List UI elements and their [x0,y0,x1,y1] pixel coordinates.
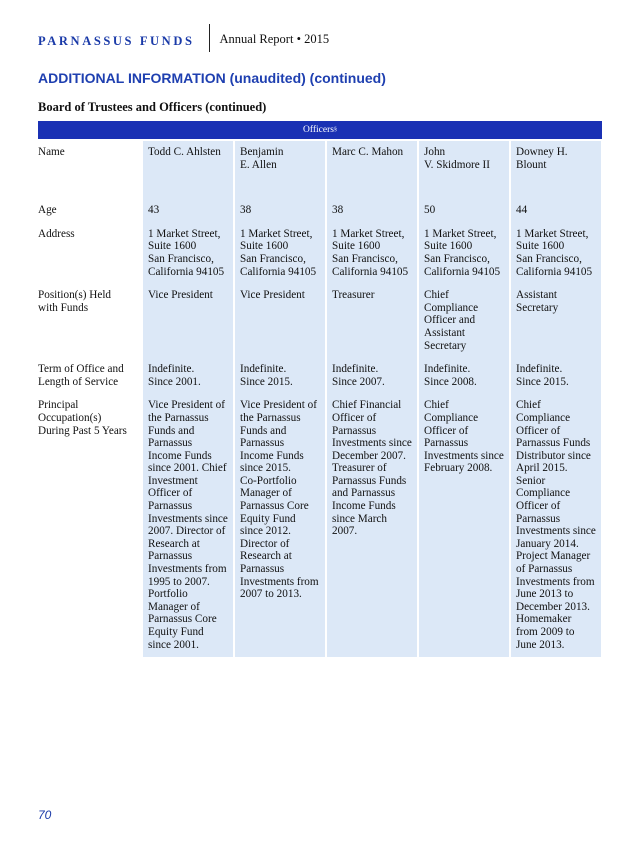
officer-occupation-cell: Chief Compliance Officer of Parnassus Investments since February 2008. [419,394,509,657]
officer-occupation-cell: Chief Financial Officer of Parnassus Investments since December 2007. Treasurer of Parnassus Funds and Parnassus Income Funds since March 2007. [327,394,417,657]
officer-name-cell: John V. Skidmore II [419,141,509,177]
officer-term-cell: Indefinite. Since 2008. [419,358,509,394]
report-title: Annual Report • 2015 [219,32,330,46]
officer-address-cell: 1 Market Street, Suite 1600 San Francisco, California 94105 [327,223,417,284]
officer-position-cell: Vice President [235,284,325,358]
officer-term-cell: Indefinite. Since 2015. [235,358,325,394]
row-spacer [143,177,233,199]
officer-name-cell: Downey H. Blount [511,141,601,177]
officer-address-cell: 1 Market Street, Suite 1600 San Francisco, California 94105 [419,223,509,284]
officer-address-cell: 1 Market Street, Suite 1600 San Francisco, California 94105 [235,223,325,284]
officer-age-cell: 50 [419,199,509,223]
row-spacer [235,177,325,199]
row-spacer [511,177,601,199]
officer-position-cell: Treasurer [327,284,417,358]
row-spacer [38,177,141,199]
officer-term-cell: Indefinite. Since 2007. [327,358,417,394]
page-header [38,24,329,52]
row-label-name: Name [38,146,65,158]
officers-header-band [38,121,602,139]
row-label-position: Position(s) Held with Funds [38,289,112,314]
row-label-address: Address [38,227,75,240]
officer-term-cell: Indefinite. Since 2001. [143,358,233,394]
officer-name-cell: Todd C. Ahlsten [143,141,233,177]
row-label-occupation: Principal Occupation(s) During Past 5 Years [38,399,127,437]
row-spacer [419,177,509,199]
officer-position-cell: Vice President [143,284,233,358]
brand-name: PARNASSUS FUNDS [38,34,195,48]
officer-name-cell: Marc C. Mahon [327,141,417,177]
officer-address-cell: 1 Market Street, Suite 1600 San Francisco, California 94105 [511,223,601,284]
officer-occupation-cell: Vice President of the Parnassus Funds and Parnassus Income Funds since 2015. Co-Portfolio Manager of Parnassus Core Equity Fund since 2012. Director of Research at Parnassus Investments from 2007 to 2013. [235,394,325,657]
officer-address-cell: 1 Market Street, Suite 1600 San Francisco, California 94105 [143,223,233,284]
section-title: ADDITIONAL INFORMATION (unaudited) (continued) [38,70,386,86]
page-number: 70 [38,808,52,822]
officers-band-footnote: § [333,127,337,133]
officer-position-cell: Assistant Secretary [511,284,601,358]
officer-age-cell: 38 [327,199,417,223]
officers-band-label: Officers [303,125,334,135]
subsection-title: Board of Trustees and Officers (continued) [38,100,267,114]
officers-table [38,141,601,657]
officer-position-cell: Chief Compliance Officer and Assistant Secretary [419,284,509,358]
officer-occupation-cell: Chief Compliance Officer of Parnassus Funds Distributor since April 2015. Senior Compliance Officer of Parnassus Investments since January 2014. Project Manager of Parnassus Investments from June 2013 to December 2013. Homemaker from 2009 to June 2013. [511,394,601,657]
officer-age-cell: 44 [511,199,601,223]
row-label-age: Age [38,204,57,217]
officer-term-cell: Indefinite. Since 2015. [511,358,601,394]
officer-age-cell: 43 [143,199,233,223]
row-label-term: Term of Office and Length of Service [38,363,124,388]
row-spacer [327,177,417,199]
officer-age-cell: 38 [235,199,325,223]
officer-occupation-cell: Vice President of the Parnassus Funds and Parnassus Income Funds since 2001. Chief Investment Officer of Parnassus Investments since 2007. Director of Research at Parnassus Investments from 1995 to 2007. Portfolio Manager of Parnassus Core Equity Fund since 2001. [143,394,233,657]
officer-name-cell: Benjamin E. Allen [235,141,325,177]
